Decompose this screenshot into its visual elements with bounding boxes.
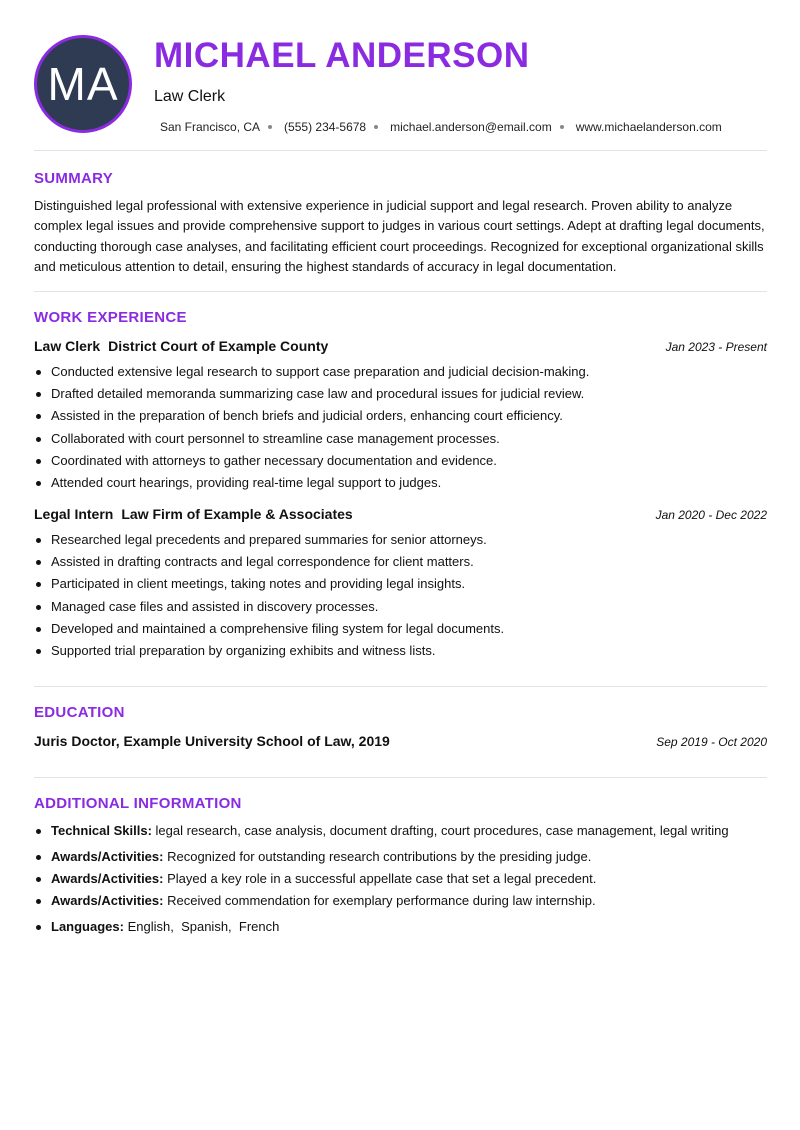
education-heading: EDUCATION [34, 704, 125, 721]
list-item: Attended court hearings, providing real-time legal support to judges. [34, 472, 589, 494]
education-dates: Sep 2019 - Oct 2020 [656, 735, 767, 749]
item-label: Awards/Activities: [51, 871, 164, 886]
contact-bar [160, 120, 722, 134]
job-role: Legal Intern [34, 506, 114, 522]
job-header-1 [34, 338, 767, 354]
list-item: Drafted detailed memoranda summarizing case law and procedural issues for judicial review. [34, 383, 589, 405]
job-company: Law Firm of Example & Associates [121, 506, 353, 522]
list-item: Researched legal precedents and prepared summaries for senior attorneys. [34, 529, 504, 551]
item-text: legal research, case analysis, document drafting, court procedures, case management, legal writing [155, 823, 729, 838]
list-item [34, 870, 596, 888]
list-item: Participated in client meetings, taking notes and providing legal insights. [34, 573, 504, 595]
list-item [34, 918, 279, 936]
list-item: Supported trial preparation by organizing exhibits and witness lists. [34, 640, 504, 662]
job-role-line [34, 506, 353, 522]
item-text: Recognized for outstanding research contributions by the presiding judge. [167, 849, 592, 864]
job-role: Law Clerk [34, 338, 101, 354]
separator-dot [560, 125, 564, 129]
item-label: Technical Skills: [51, 823, 152, 838]
summary-heading: SUMMARY [34, 170, 114, 187]
avatar-initials: MA [47, 58, 119, 110]
list-item: Assisted in drafting contracts and legal correspondence for client matters. [34, 551, 504, 573]
job-2-bullets [34, 529, 504, 662]
education-degree: Juris Doctor, Example University School of Law, 2019 [34, 733, 390, 749]
contact-location: San Francisco, CA [160, 120, 261, 134]
list-item: Developed and maintained a comprehensive filing system for legal documents. [34, 618, 504, 640]
item-text: Played a key role in a successful appellate case that set a legal precedent. [167, 871, 597, 886]
item-label: Awards/Activities: [51, 893, 164, 908]
summary-text: Distinguished legal professional with extensive experience in judicial support and legal research. Proven ability to analyze complex legal issues and provide comprehensive support to judges in various court settings. Adept at drafting legal documents, conducting thorough case analyses, and facilitating efficient court proceedings. Recognized for exceptional organizational skills and meticulous attention to detail, ensuring the highest standards of accuracy in legal documentation. [34, 198, 765, 274]
divider [34, 777, 767, 778]
job-company: District Court of Example County [108, 338, 329, 354]
list-item [34, 848, 591, 866]
list-item: Managed case files and assisted in discovery processes. [34, 596, 504, 618]
item-label: Languages: [51, 919, 124, 934]
job-dates: Jan 2023 - Present [665, 340, 767, 354]
job-1-bullets [34, 361, 589, 494]
list-item [34, 822, 729, 840]
item-text: Received commendation for exemplary performance during law internship. [167, 893, 596, 908]
list-item: Coordinated with attorneys to gather necessary documentation and evidence. [34, 450, 589, 472]
divider [34, 686, 767, 687]
list-item: Assisted in the preparation of bench briefs and judicial orders, enhancing court efficiency. [34, 405, 589, 427]
item-text: English, Spanish, French [127, 919, 280, 934]
list-item: Conducted extensive legal research to support case preparation and judicial decision-making. [34, 361, 589, 383]
job-header-2 [34, 506, 767, 522]
item-label: Awards/Activities: [51, 849, 164, 864]
divider [34, 150, 767, 151]
additional-heading: ADDITIONAL INFORMATION [34, 795, 242, 812]
list-item [34, 892, 596, 910]
contact-phone: (555) 234-5678 [284, 120, 367, 134]
separator-dot [374, 125, 378, 129]
candidate-title: Law Clerk [154, 88, 226, 105]
candidate-name: MICHAEL ANDERSON [154, 36, 530, 75]
separator-dot [268, 125, 272, 129]
list-item: Collaborated with court personnel to streamline case management processes. [34, 428, 589, 450]
divider [34, 291, 767, 292]
contact-website[interactable]: www.michaelanderson.com [575, 120, 722, 134]
job-role-line [34, 338, 328, 354]
job-dates: Jan 2020 - Dec 2022 [655, 508, 767, 522]
avatar [34, 35, 132, 133]
contact-email[interactable]: michael.anderson@email.com [390, 120, 552, 134]
experience-heading: WORK EXPERIENCE [34, 309, 187, 326]
education-entry [34, 733, 767, 749]
